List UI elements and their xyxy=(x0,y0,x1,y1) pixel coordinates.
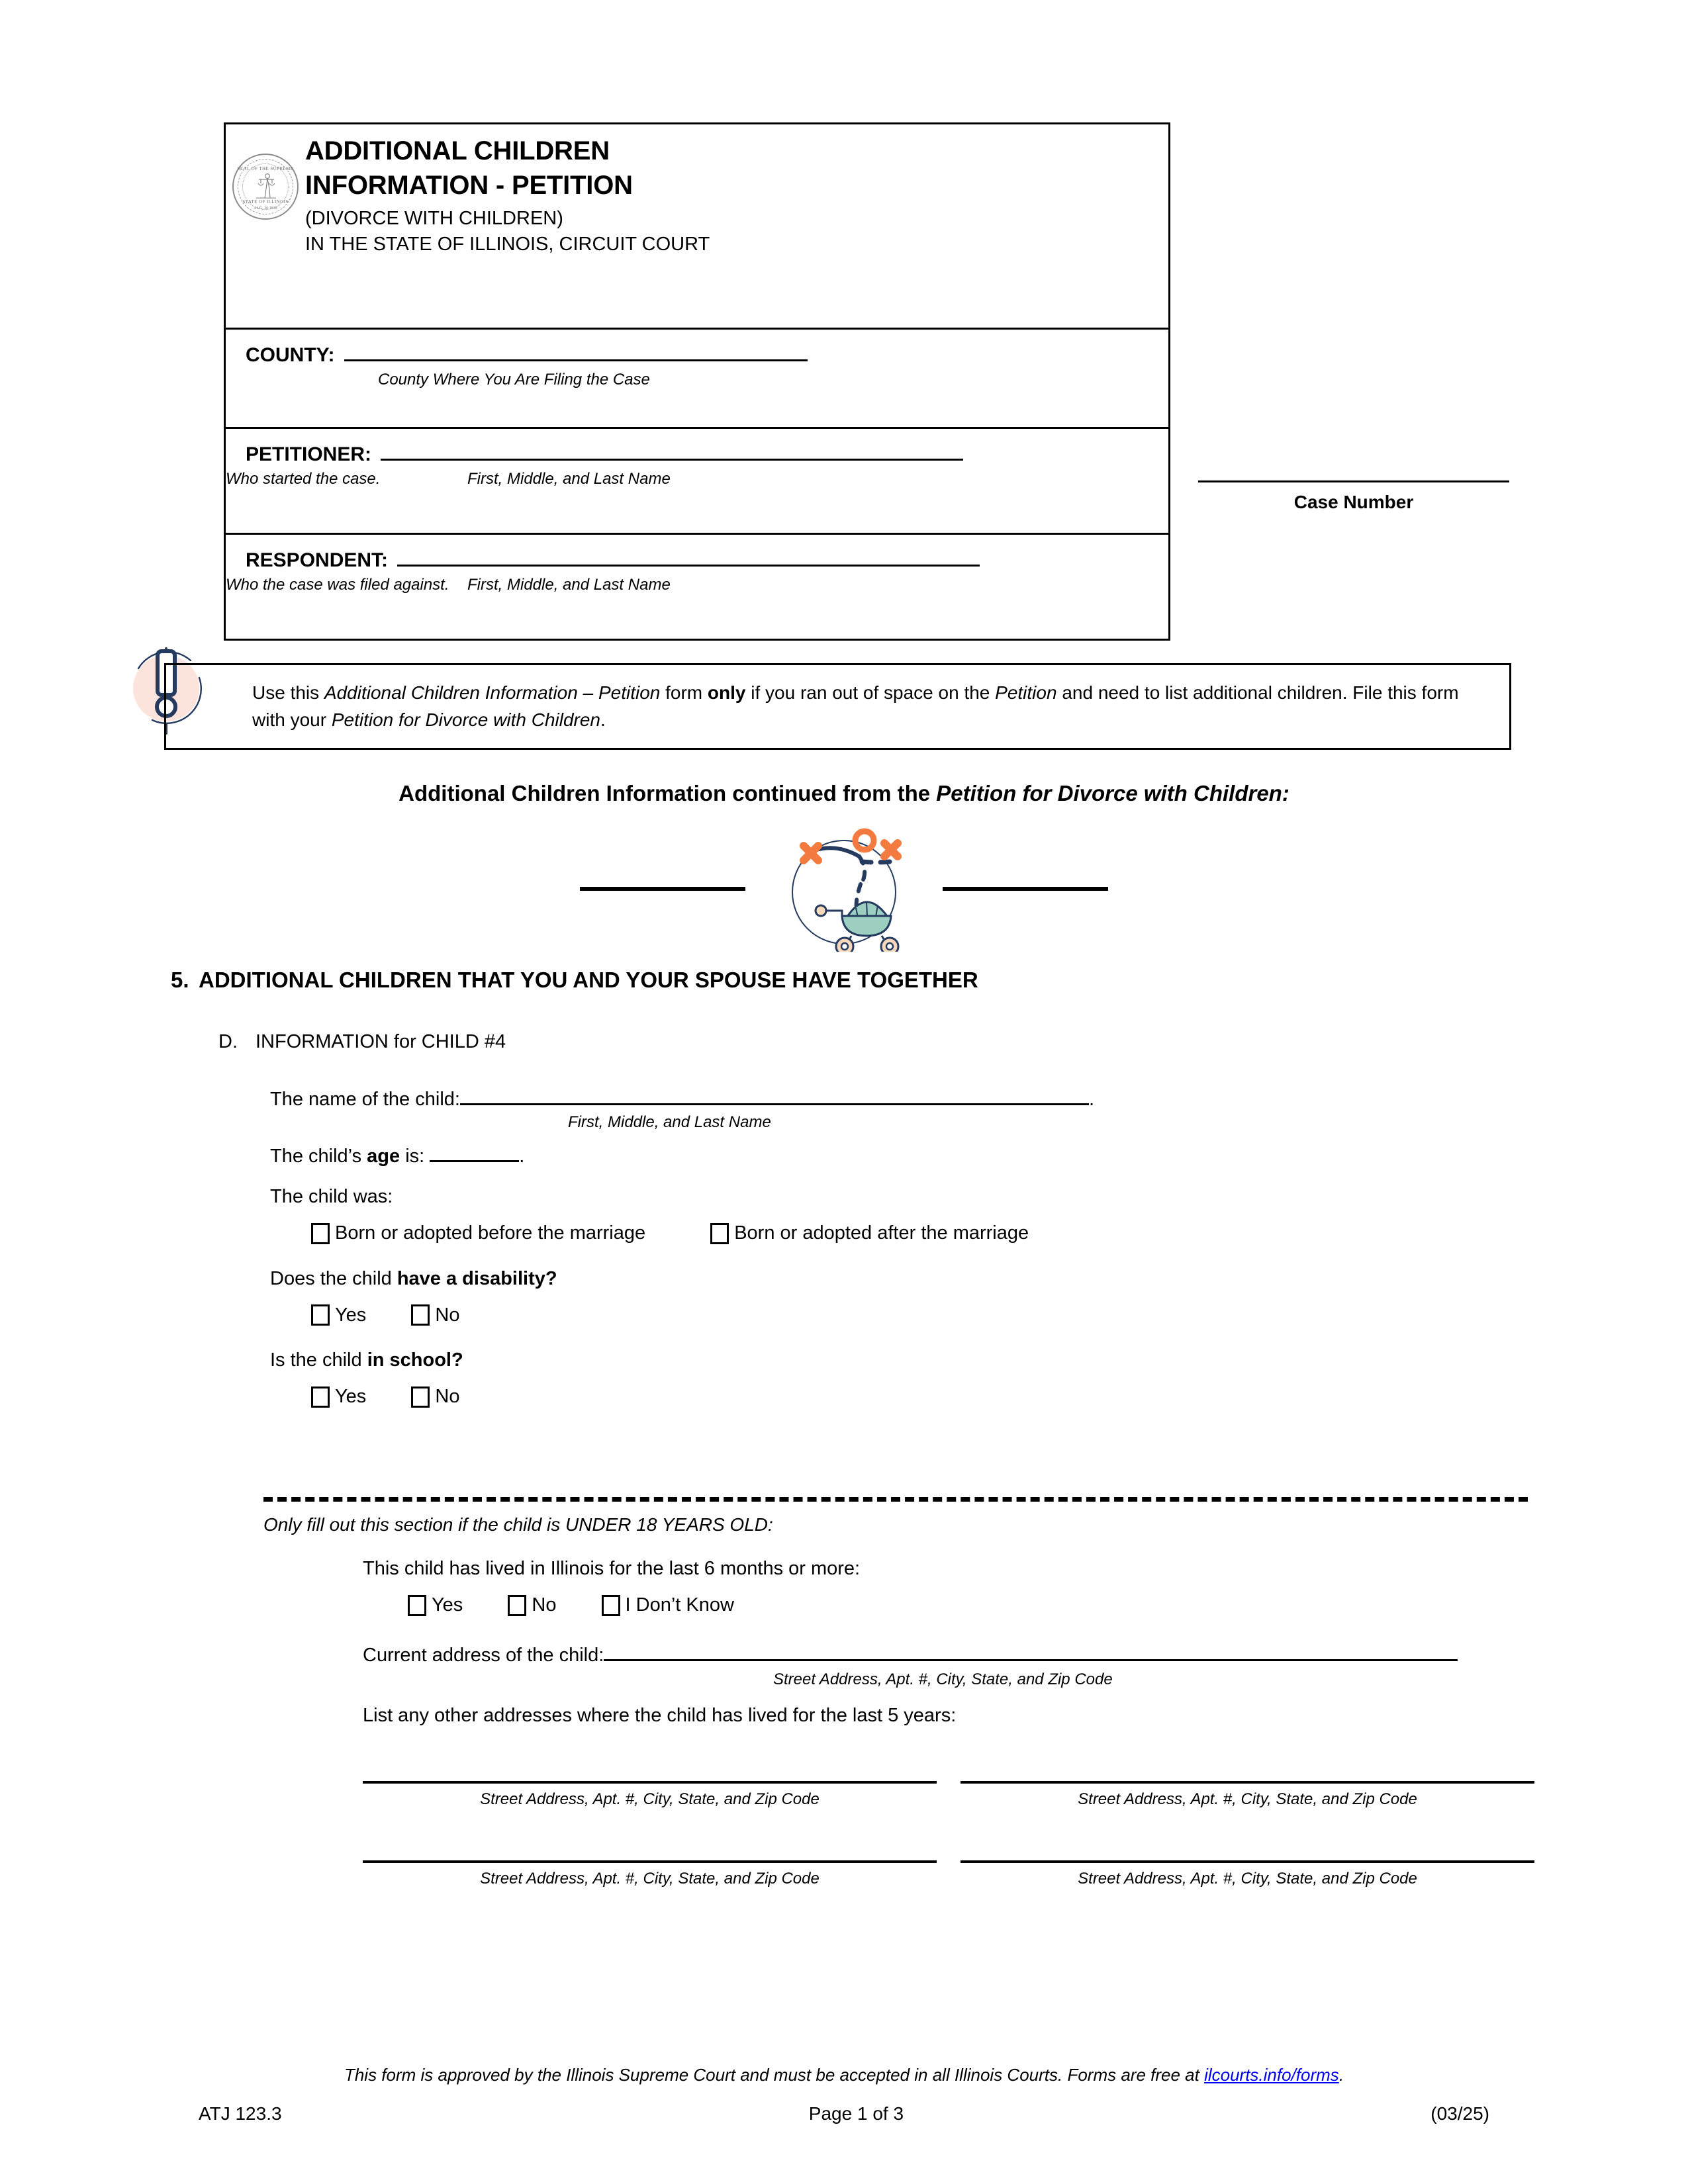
child-was-label-row xyxy=(270,1186,1528,1208)
seal-year: AUG. 26 1818 xyxy=(254,206,277,210)
section-divider-dashed xyxy=(263,1497,1528,1502)
address-lines-row-1 xyxy=(363,1781,1534,1809)
label-disability-no: No xyxy=(435,1304,460,1326)
child-name-label: The name of the child: xyxy=(270,1089,460,1110)
alert-line1-c: if you ran out of space on the xyxy=(745,682,996,703)
current-address-label: Current address of the child: xyxy=(363,1644,604,1666)
label-school-no: No xyxy=(435,1386,460,1407)
continued-italic: Petition for Divorce with Children: xyxy=(936,781,1289,805)
checkbox-residency-no[interactable] xyxy=(508,1595,526,1616)
lady-justice-glyph xyxy=(252,171,279,201)
petitioner-row xyxy=(226,429,1168,535)
case-number-input[interactable] xyxy=(1198,480,1509,482)
address-field-4 xyxy=(961,1860,1534,1888)
county-hint: County Where You Are Filing the Case xyxy=(378,371,650,388)
form-title-line2: INFORMATION - PETITION xyxy=(305,171,633,200)
address-input-2[interactable] xyxy=(961,1781,1534,1784)
option-school-no[interactable] xyxy=(411,1386,459,1408)
respondent-input[interactable] xyxy=(397,544,980,567)
item-d-heading xyxy=(218,1031,506,1053)
address-field-3 xyxy=(363,1860,937,1888)
checkbox-residency-yes[interactable] xyxy=(408,1595,426,1616)
alert-line1-d: and xyxy=(1056,682,1094,703)
footer-meta-row xyxy=(199,2103,1489,2124)
child-name-input[interactable] xyxy=(460,1085,1089,1105)
petitioner-label: PETITIONER: xyxy=(246,443,372,465)
alert-line1-a: Use this xyxy=(252,682,324,703)
current-address-input[interactable] xyxy=(604,1641,1458,1661)
address-input-1[interactable] xyxy=(363,1781,937,1784)
label-residency-no: No xyxy=(532,1594,557,1615)
title-container xyxy=(305,134,1168,255)
petitioner-hint-left: Who started the case. xyxy=(226,470,381,488)
checkbox-born-after-marriage[interactable] xyxy=(710,1223,729,1244)
ilcourts-forms-link[interactable]: ilcourts.info/forms xyxy=(1204,2065,1339,2085)
form-subtitle: (DIVORCE WITH CHILDREN) xyxy=(305,208,563,229)
option-school-yes[interactable] xyxy=(311,1386,366,1408)
form-title-line1: ADDITIONAL CHILDREN xyxy=(305,136,610,165)
address-field-1 xyxy=(363,1781,937,1809)
footer-page-label: Page 1 of 3 xyxy=(808,2103,904,2124)
petitioner-hints xyxy=(226,470,1168,488)
child-age-label-a: The child’s xyxy=(270,1146,367,1167)
address-hint-4: Street Address, Apt. #, City, State, and Zip Code xyxy=(1078,1869,1417,1888)
label-residency-unknown: I Don’t Know xyxy=(625,1594,734,1615)
illinois-supreme-court-seal-icon xyxy=(232,154,299,220)
residency-question-row xyxy=(363,1558,1534,1580)
school-label-bold: in school? xyxy=(367,1349,463,1371)
label-born-after-marriage: Born or adopted after the marriage xyxy=(734,1222,1029,1244)
child-was-options-row xyxy=(311,1222,1528,1250)
school-options-row xyxy=(311,1386,1528,1413)
residency-options-row xyxy=(408,1594,1534,1621)
address-field-2 xyxy=(961,1781,1534,1809)
child-age-row xyxy=(270,1142,1528,1167)
disability-label-a: Does the child xyxy=(270,1267,397,1289)
child-info-block xyxy=(270,1085,1528,1413)
address-hint-1: Street Address, Apt. #, City, State, and Zip Code xyxy=(480,1790,820,1808)
disability-label-bold: have a disability? xyxy=(397,1267,557,1289)
checkbox-school-yes[interactable] xyxy=(311,1387,330,1408)
disability-options-row xyxy=(311,1304,1528,1332)
label-born-before-marriage: Born or adopted before the marriage xyxy=(335,1222,646,1244)
form-header xyxy=(226,124,1168,330)
school-label-row xyxy=(270,1349,1528,1371)
case-number-label: Case Number xyxy=(1293,492,1414,512)
label-school-yes: Yes xyxy=(335,1386,367,1407)
footer-note-a: This form is approved by the Illinois Supreme Court and must be accepted in all Illinois Courts. Forms are free at xyxy=(344,2065,1205,2085)
address-input-4[interactable] xyxy=(961,1860,1534,1863)
alert-line1-italic1: Additional Children Information – Petition xyxy=(324,682,661,703)
option-disability-yes[interactable] xyxy=(311,1304,366,1326)
case-caption-block xyxy=(224,122,1170,641)
alert-line2-b: . xyxy=(600,709,606,730)
footer-approval-note xyxy=(0,2065,1688,2085)
continued-plain: Additional Children Information continued from the xyxy=(399,781,937,805)
item-d-title: INFORMATION for CHILD #4 xyxy=(256,1031,506,1052)
alert-text xyxy=(252,680,1489,733)
baby-stroller-icon xyxy=(768,826,920,952)
school-label-a: Is the child xyxy=(270,1349,367,1371)
child-name-row xyxy=(270,1085,1528,1111)
footer-note-b: . xyxy=(1338,2065,1344,2085)
child-age-period: . xyxy=(519,1146,525,1167)
alert-line1-italic2: Petition xyxy=(995,682,1057,703)
divider-line-right xyxy=(943,887,1108,891)
checkbox-residency-unknown[interactable] xyxy=(602,1595,620,1616)
option-born-after-marriage[interactable] xyxy=(710,1222,1029,1244)
checkbox-born-before-marriage[interactable] xyxy=(311,1223,330,1244)
label-residency-yes: Yes xyxy=(432,1594,463,1615)
item-d-letter: D. xyxy=(218,1031,238,1052)
disability-label-row xyxy=(270,1268,1528,1290)
petitioner-hint-right: First, Middle, and Last Name xyxy=(467,470,671,488)
under-18-block xyxy=(263,1514,1534,1888)
option-disability-no[interactable] xyxy=(411,1304,459,1326)
address-hint-2: Street Address, Apt. #, City, State, and Zip Code xyxy=(1078,1790,1417,1808)
child-age-label-bold: age xyxy=(367,1146,400,1167)
respondent-label: RESPONDENT: xyxy=(246,549,389,571)
child-name-period: . xyxy=(1088,1089,1095,1110)
instruction-alert-box xyxy=(164,663,1511,750)
section-5-title: ADDITIONAL CHILDREN THAT YOU AND YOUR SPOUSE HAVE TOGETHER xyxy=(199,968,978,992)
respondent-hint-left: Who the case was filed against. xyxy=(226,576,449,594)
respondent-hints xyxy=(226,576,1168,594)
county-row xyxy=(226,330,1168,429)
petitioner-input[interactable] xyxy=(381,438,963,461)
county-label: COUNTY: xyxy=(246,344,335,366)
child-name-hint: First, Middle, and Last Name xyxy=(568,1113,771,1131)
county-input[interactable] xyxy=(344,339,808,361)
child-age-label-b: is: xyxy=(400,1146,430,1167)
alert-line1-b: form xyxy=(660,682,708,703)
checkbox-disability-no[interactable] xyxy=(411,1304,430,1326)
alert-line2-italic: Petition for Divorce with Children xyxy=(331,709,600,730)
respondent-row xyxy=(226,535,1168,641)
option-residency-no[interactable] xyxy=(508,1594,556,1616)
child-was-label: The child was: xyxy=(270,1186,393,1207)
checkbox-school-no[interactable] xyxy=(411,1387,430,1408)
address-input-3[interactable] xyxy=(363,1860,937,1863)
divider-line-left xyxy=(580,887,745,891)
current-address-row xyxy=(363,1641,1534,1666)
seal-text-top: SEAL OF THE SUPREME xyxy=(237,166,294,171)
continued-heading xyxy=(0,781,1688,806)
residency-label: This child has lived in Illinois for the last 6 months or more: xyxy=(363,1558,861,1579)
address-hint-3: Street Address, Apt. #, City, State, and Zip Code xyxy=(480,1869,820,1888)
label-disability-yes: Yes xyxy=(335,1304,367,1326)
footer-form-code: ATJ 123.3 xyxy=(199,2103,282,2124)
seal-container xyxy=(226,134,305,220)
option-residency-yes[interactable] xyxy=(408,1594,463,1616)
seal-text-bottom: STATE OF ILLINOIS xyxy=(242,199,289,205)
footer-revision: (03/25) xyxy=(1430,2103,1489,2124)
under-18-notice: Only fill out this section if the child is UNDER 18 YEARS OLD: xyxy=(263,1514,773,1535)
case-number-block xyxy=(1198,480,1509,513)
decorative-divider-row xyxy=(0,826,1688,952)
option-residency-unknown[interactable] xyxy=(602,1594,734,1616)
child-age-input[interactable] xyxy=(430,1142,519,1162)
address-lines-row-2 xyxy=(363,1860,1534,1888)
court-line: IN THE STATE OF ILLINOIS, CIRCUIT COURT xyxy=(305,234,710,255)
respondent-hint-right: First, Middle, and Last Name xyxy=(467,576,671,594)
other-addresses-row xyxy=(363,1705,1534,1727)
alert-line1-bold: only xyxy=(707,682,746,703)
other-addresses-label: List any other addresses where the child has lived for the last 5 years: xyxy=(363,1704,957,1726)
current-address-hint: Street Address, Apt. #, City, State, and Zip Code xyxy=(773,1670,1113,1688)
section-5-heading xyxy=(171,968,978,993)
alert-line2-a: need to list additional children. File this form with your xyxy=(252,682,1459,730)
section-5-number: 5. xyxy=(171,968,189,992)
option-born-before-marriage[interactable] xyxy=(311,1222,645,1244)
checkbox-disability-yes[interactable] xyxy=(311,1304,330,1326)
